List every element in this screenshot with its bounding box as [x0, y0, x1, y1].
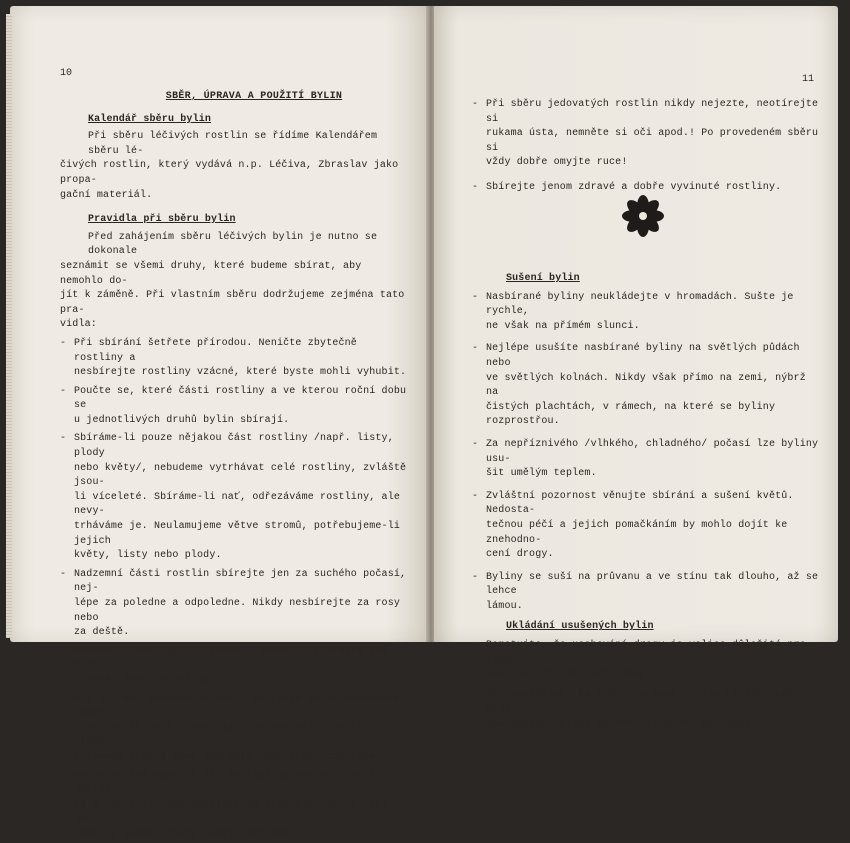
right-page: [434, 6, 838, 731]
item-line: vždy dobře omyjte ruce!: [486, 157, 628, 169]
item-line: lámou.: [486, 600, 523, 612]
section-heading-drying: Sušení bylin: [506, 273, 580, 284]
bullet-dash: -: [472, 291, 479, 303]
section-heading-storage: Ukládání usušených bylin: [506, 621, 654, 633]
flower-ornament-icon: [620, 193, 666, 239]
item-line: te a suště je vždy odděleně od ostatních bylin. Při jejich: [74, 799, 388, 826]
bullet-dash: -: [60, 770, 67, 782]
list-item: [472, 689, 824, 733]
left-page-body: [60, 90, 408, 843]
list-item: [472, 639, 824, 683]
list-item: [60, 693, 408, 766]
item-line: Nadzemní části rostlin sbírejte jen za suchého počasí, nej-: [74, 568, 407, 595]
item-line: Při sbírání šetřete přírodou. Neničte zbytečně rostliny a: [74, 337, 357, 364]
right-page-top: [472, 94, 824, 196]
item-line: nesbírejte rostliny vzácné, které byste mohli vyhubit.: [74, 367, 407, 379]
bullet-dash: -: [60, 337, 67, 349]
list-item: [60, 645, 408, 689]
page-edges: [6, 14, 12, 638]
item-line: Pamatujte, že uschování drogy je velice důležité pro zacho-: [486, 640, 806, 666]
item-line: Při sběru jedovatých rostlin nikdy nejezte, neotírejte si: [486, 99, 819, 125]
list-item: [60, 337, 408, 381]
bullet-dash: -: [472, 571, 479, 583]
item-line: Buďte velice opatrní při sbírání jedovatých rostlin! Sbírej-: [74, 770, 394, 797]
bullet-dash: -: [472, 490, 479, 502]
item-line: za deště.: [74, 627, 130, 639]
list-item: [472, 98, 824, 171]
item-line: Při sbírání nadzemních částí se řiďte podle Kalendáře sběru.: [74, 693, 401, 720]
text-line: gační materiál.: [60, 189, 153, 201]
item-line: lépe za poledne a odpoledne. Nikdy nesbírejte za rosy nebo: [74, 598, 401, 624]
item-line: a semena krátce před dozráním, nať před rozkvětem.: [74, 751, 382, 763]
item-line: Poučte se, které části rostliny a ve kterou roční dobu se: [74, 385, 407, 412]
list-item: [472, 291, 824, 335]
item-line: trháváme je. Neulamujeme větve stromů, potřebujeme-li jejich: [74, 521, 401, 547]
open-book: [10, 6, 840, 840]
section-heading-rules: Pravidla při sběru bylin: [88, 214, 236, 226]
list-item: [472, 342, 824, 430]
chapter-title: SBĚR, ÚPRAVA A POUŽITÍ BYLIN: [165, 91, 343, 102]
item-line: tečnou péčí a jejich pomačkáním by mohlo dojít ke znehodno-: [486, 519, 788, 546]
item-line: Zvláštní pozornost věnujte sbírání a sušení květů. Nedosta-: [486, 490, 794, 517]
item-line: Je samozřejmé, že budete sušené byliny ukládat každý druh: [486, 689, 806, 716]
item-line: nebo květy/, nebudeme vytrhávat celé rostliny, zvláště jsou-: [74, 462, 407, 489]
text-line: čivých rostlin, který vydává n.p. Léčiva, Zbraslav jako propa-: [60, 160, 399, 186]
bullet-dash: -: [472, 689, 479, 701]
item-line: Sbírejte jenom zdravé a dobře vyvinuté rostliny.: [486, 181, 782, 193]
text-line: Před zahájením sběru léčivých bylin je nutno se dokonale: [88, 231, 378, 258]
item-line: ve světlých kolnách. Nikdy však přímo na zemi, nýbrž na: [486, 372, 806, 399]
storage-list: [472, 639, 824, 733]
item-line: cení drogy.: [486, 549, 554, 561]
bullet-dash: -: [60, 433, 67, 445]
right-page-body: [472, 272, 824, 733]
text-line: vidla:: [60, 319, 97, 331]
item-line: Sbíráme-li pouze nějakou část rostliny /např. listy, plody: [74, 433, 394, 460]
list-item: [472, 571, 824, 615]
text-line: Při sběru léčivých rostlin se řídíme Kalendářem sběru lé-: [88, 131, 378, 157]
item-line: ne však na přímém slunci.: [486, 320, 640, 332]
bullet-dash: -: [60, 385, 67, 397]
item-line: rukama ústa, nemněte si oči apod.! Po provedeném sběru si: [486, 128, 819, 154]
item-line: li víceleté. Sbíráme-li nať, odřezáváme rostliny, ale nevy-: [74, 491, 401, 518]
text-line: jít k záměně. Při vlastním sběru dodržujeme zejména tato pra-: [60, 290, 405, 316]
item-line: Podzemní části bylin /kořeny, oddenky/ sbírejte buď brzy: [74, 645, 388, 672]
bullet-dash: -: [472, 181, 479, 193]
page-number-left: 10: [60, 68, 73, 79]
item-line: květy, listy nebo plody.: [74, 550, 222, 562]
bullet-dash: -: [472, 438, 479, 450]
list-item: [60, 770, 408, 843]
item-line: šit umělým teplem.: [486, 468, 597, 480]
page-number-right: 11: [802, 74, 815, 85]
item-line: u jednotlivých druhů bylin sbírají.: [74, 414, 290, 426]
item-line: sběru a sušení nikdy nemají být děti!: [74, 828, 302, 840]
precautions-list: [472, 98, 824, 196]
item-line: čistých plachtách, v rámech, na které se byliny rozprostřou.: [486, 401, 776, 428]
list-item: [60, 432, 408, 563]
bullet-dash: -: [472, 640, 479, 652]
list-item: [472, 438, 824, 482]
bullet-dash: -: [60, 568, 67, 580]
item-line: z jara, nebo na podzim.: [74, 674, 216, 686]
bullet-dash: -: [60, 645, 67, 657]
item-line: Listy se sbírají zpravidla z rozkvétající rostliny, plody: [74, 722, 388, 749]
list-item: [60, 568, 408, 641]
drying-list: [472, 291, 824, 615]
text-line: seznámit se všemi druhy, které budeme sbírat, aby nemohlo do-: [60, 260, 362, 287]
bullet-dash: -: [472, 99, 479, 110]
section-heading-calendar: Kalendář sběru bylin: [88, 113, 212, 125]
list-item: [60, 385, 408, 429]
rules-list: [60, 337, 408, 843]
list-item: [472, 490, 824, 563]
item-line: Byliny se suší na průvanu a ve stínu tak dlouho, až se lehce: [486, 571, 819, 598]
item-line: samostatně, nikdy ne několik druhů společně.: [486, 719, 757, 731]
item-line: Za nepříznivého /vlhkého, chladného/ počasí lze byliny usu-: [486, 438, 819, 465]
item-line: Nasbírané byliny neukládejte v hromadách. Sušte je rychle,: [486, 291, 794, 318]
bullet-dash: -: [60, 693, 67, 705]
bullet-dash: -: [472, 343, 479, 355]
section-calendar-text: [60, 130, 408, 203]
section-rules-intro: [60, 231, 408, 333]
item-line: Nejlépe usušíte nasbírané byliny na světlých půdách nebo: [486, 343, 800, 369]
item-line: vání jejich léčivých látek.: [486, 669, 653, 681]
left-page: [10, 6, 428, 840]
